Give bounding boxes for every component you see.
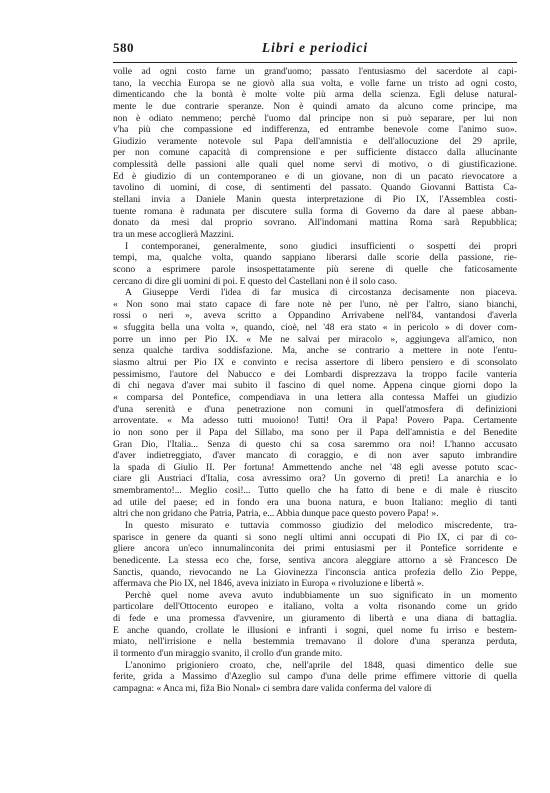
- text-line: v'ha più che compassione ed indifferenza, ed entrambe benevole come l'animo suo».: [113, 124, 517, 136]
- text-line: I contemporanei, generalmente, sono giudici insufficienti o sospetti dei propri: [125, 240, 517, 252]
- text-line: Giudizio veramente notevole sul Papa dell'amnistia e dell'allocuzione del 29 aprile,: [113, 135, 517, 147]
- text-line: Gran Dio, l'Italia... Senza di questo chi sa cosa saremmo ora noi! L'hanno accusato: [113, 438, 517, 450]
- text-line: il tormento d'un miraggio svanito, il crollo d'un grande mito.: [113, 648, 343, 660]
- text-line: « sfuggita bella una volta », quando, cioè, nel '48 era stato « in pericolo » di dover com-: [113, 322, 517, 334]
- text-line: benedicente. La stessa eco che, forse, sentiva ancora aleggiare attorno a sè Francesco De: [113, 554, 517, 566]
- text-line: L'anonimo prigioniero croato, che, nell'aprile del 1848, quasi dimentico delle sue: [125, 659, 517, 671]
- text-line: per non comune capacità di comprensione e per sufficiente distacco dalla allucinante: [113, 147, 517, 159]
- text-line: stellani invia a Daniele Manin questa interpretazione di Pio IX, l'Assemblea costi-: [113, 194, 517, 206]
- text-line: donato da mesi dal proprio sovrano. All'indomani mattina Roma sarà Repubblica;: [113, 217, 517, 229]
- text-line: di fede e una promessa d'avvenire, un giuramento di libertà e una diana di battaglia.: [113, 613, 517, 625]
- text-line: E anche quando, crollate le illusioni e infranti i sogni, quel nome fu irriso e bestem-: [113, 624, 517, 636]
- text-line: arroventate. « Ma adesso tutti muoiono! Tutti! Ora il Papa! Povero Papa. Certamente: [113, 415, 517, 427]
- text-line: rossi o neri », aveva scritto a Oppandino Arrivabene nell'84, vantandosi d'averla: [113, 310, 517, 322]
- text-line: smembramento!... Meglio così!... Tutto quello che ha fatto di bene e di male è riuscito: [113, 485, 517, 497]
- text-line: ferite, grida a Massimo d'Azeglio sul campo d'una delle prime effimere vittorie di quella: [113, 671, 517, 683]
- text-line: scono a esprimere parole insospettatamente più serene di quelle che faticosamente: [113, 263, 517, 275]
- text-line: di chi negava d'aver mai subito il fascino di quel nome. Appena cinque giorni dopo la: [113, 380, 517, 392]
- text-line: tempi, ma, qualche volta, quando sappiano liberarsi dalle scorie della passione, rie-: [113, 252, 517, 264]
- text-line: ad utile del paese; ed in fondo era una buona natura, e buon Italiano: meglio di tanti: [113, 496, 517, 508]
- text-line: Sanctis, quando, rievocando ne La Giovinezza l'inconscia antica profezia dello Zio Peppe,: [113, 566, 517, 578]
- text-line: d'aver indietreggiato, d'aver mancato di coraggio, e di non aver saputo imbrandire: [113, 450, 517, 462]
- text-line: siasmo altrui per Pio IX e convinto e recisa assertore di libero pensiero e di sconsolato: [113, 357, 517, 369]
- text-line: tra un mese accoglierà Mazzini.: [113, 228, 234, 240]
- header-rule: [113, 62, 517, 63]
- text-line: senza qualche tardiva soddisfazione. Ma, anche se contrario a mettere in note l'entu-: [113, 345, 517, 357]
- text-line: campagna: « Anca mi, fiža Bio Nonal» ci sembra dare valida conferma del valore di: [113, 682, 432, 694]
- text-line: affermava che Pio IX, nel 1846, aveva iniziato in Europa « rivoluzione e libertà ».: [113, 578, 424, 590]
- text-line: Perchè quel nome aveva avuto indubbiamente un suo significato in un momento: [125, 589, 517, 601]
- text-line: tuente romana è radunata per discutere sulla forma di Governo da dare al paese abban-: [113, 205, 517, 217]
- text-line: d'una serenità e d'una penetrazione non comuni in quell'atmosfera di definizioni: [113, 403, 517, 415]
- text-line: tavolino di uomini, di cose, di sentimenti del passato. Quando Giovanni Battista Ca-: [113, 182, 517, 194]
- page-header: [113, 40, 517, 58]
- text-line: gliere ancora un'eco innumalinconita dei primi entusiasmi per il Pontefice sorridente e: [113, 543, 517, 555]
- text-line: complessità delle passioni alle quali quel nome servì di motivo, o di giustificazione.: [113, 159, 517, 171]
- text-line: tano, la vecchia Europa se ne giovò alla sua volta, e volle farne un tristo ad ogni costo,: [113, 77, 517, 89]
- text-line: non è odiato nemmeno; perchè l'uomo dal principe non si può separare, per lui non: [113, 112, 517, 124]
- text-line: Ed è giudizio di un contemporaneo e di un giovane, non di un pacato rievocatore a: [113, 170, 517, 182]
- text-line: miato, nell'irrisione e nella bestemmia tremavano il dolore d'una speranza perduta,: [113, 636, 517, 648]
- text-line: pessimismo, l'autore del Nabucco e dei Lombardi disprezzava la troppo facile vanteria: [113, 368, 517, 380]
- text-line: A Giuseppe Verdi l'idea di far musica di circostanza decisamente non piaceva.: [125, 287, 517, 299]
- text-line: « Non sono mai stato capace di fare note nè per l'uno, nè per l'altro, siano bianchi,: [113, 298, 517, 310]
- text-line: altri che non gridano che Patria, Patria, e... Abbia dunque pace questo povero Papa! ».: [113, 508, 439, 520]
- page-number: 580: [113, 40, 134, 55]
- text-line: io non sono per il Papa del Sillabo, ma sono per il Papa dell'amnistia e del Benedite: [113, 426, 517, 438]
- text-line: cercano di dire gli uomini di poi. E questo del Castellani non è il solo caso.: [113, 275, 398, 287]
- body-text: [113, 66, 517, 695]
- text-line: mente le due contrarie speranze. Non è quindi amato da alcuno come principe, ma: [113, 100, 517, 112]
- text-line: ciare gli Austriaci d'Italia, cosa avressimo ora? Un governo di preti! La anarchia e lo: [113, 473, 517, 485]
- text-line: la spada di Giulio II. Per fortuna! Ammettendo anche nel '48 egli avesse potuto scac-: [113, 461, 517, 473]
- text-line: porre un inno per Pio IX. « Me ne salvai per miracolo », aggiungeva all'amico, non: [113, 333, 517, 345]
- text-line: dimenticando che la bontà è molte volte più arma della scienza. Egli deluse natural-: [113, 89, 517, 101]
- text-line: « comparsa del Pontefice, compendiava in una lettera alla contessa Maffei un giudizio: [113, 391, 517, 403]
- text-line: volle ad ogni costo farne un grand'uomo; passato l'entusiasmo del sacerdote al capi-: [113, 66, 517, 77]
- text-line: particolare dell'Ottocento europeo e italiano, volta a volta risonando come un grido: [113, 601, 517, 613]
- running-head: Libri e periodici: [261, 40, 369, 55]
- text-line: sparisce in genere da quanti si sono negli ultimi anni occupati di Pio IX, ci par di co-: [113, 531, 517, 543]
- text-line: In questo misurato e tuttavia commosso giudizio del melodico miscredente, tra-: [125, 519, 517, 531]
